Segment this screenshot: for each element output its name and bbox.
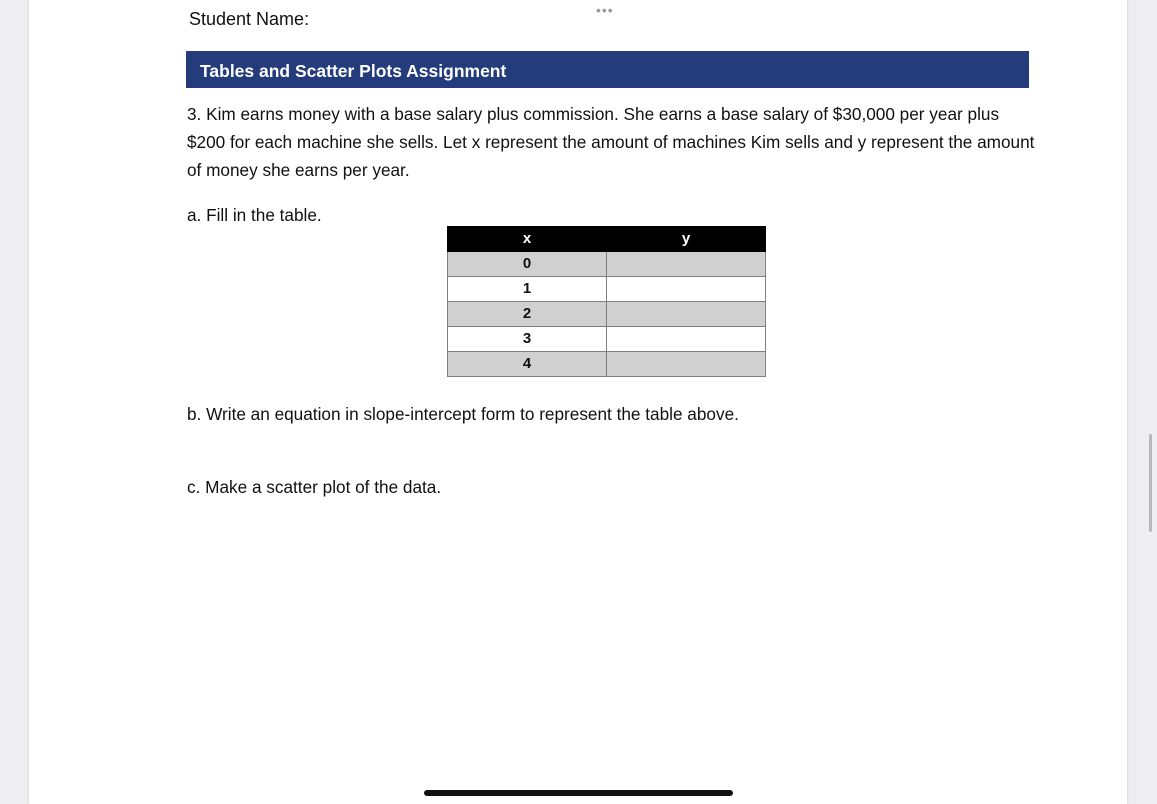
table-cell-x: 2 (448, 302, 607, 327)
table-row (448, 302, 766, 327)
table-cell-x: 4 (448, 352, 607, 377)
document-page (29, 0, 1127, 804)
table-row (448, 277, 766, 302)
page-title: Tables and Scatter Plots Assignment (200, 61, 507, 81)
table-cell-x: 1 (448, 277, 607, 302)
table-cell-x: 0 (448, 252, 607, 277)
vertical-scrollbar[interactable] (1149, 434, 1152, 532)
home-indicator[interactable] (424, 790, 733, 796)
table-cell-y[interactable] (607, 352, 766, 377)
table-row (448, 327, 766, 352)
table-header-x: x (448, 227, 607, 252)
problem-statement: 3. Kim earns money with a base salary plus commission. She earns a base salary of $30,000 per year plus $200 for each machine she sells. Let x represent the amount of machines Kim sells and y represent the amount of money she earns per year. (187, 104, 1035, 180)
part-c-prompt: c. Make a scatter plot of the data. (187, 477, 442, 497)
table-row (448, 252, 766, 277)
part-b-prompt: b. Write an equation in slope-intercept form to represent the table above. (187, 404, 739, 424)
table-cell-y[interactable] (607, 252, 766, 277)
title-banner (186, 51, 1029, 88)
xy-table (447, 226, 766, 377)
table-cell-y[interactable] (607, 327, 766, 352)
table-header-row (448, 227, 766, 252)
part-a-prompt: a. Fill in the table. (187, 205, 322, 225)
table-cell-y[interactable] (607, 277, 766, 302)
table-row (448, 352, 766, 377)
table-header-y: y (607, 227, 766, 252)
student-name-label: Student Name: (189, 9, 310, 29)
table-cell-y[interactable] (607, 302, 766, 327)
table-cell-x: 3 (448, 327, 607, 352)
more-options-icon[interactable]: ••• (596, 2, 614, 18)
